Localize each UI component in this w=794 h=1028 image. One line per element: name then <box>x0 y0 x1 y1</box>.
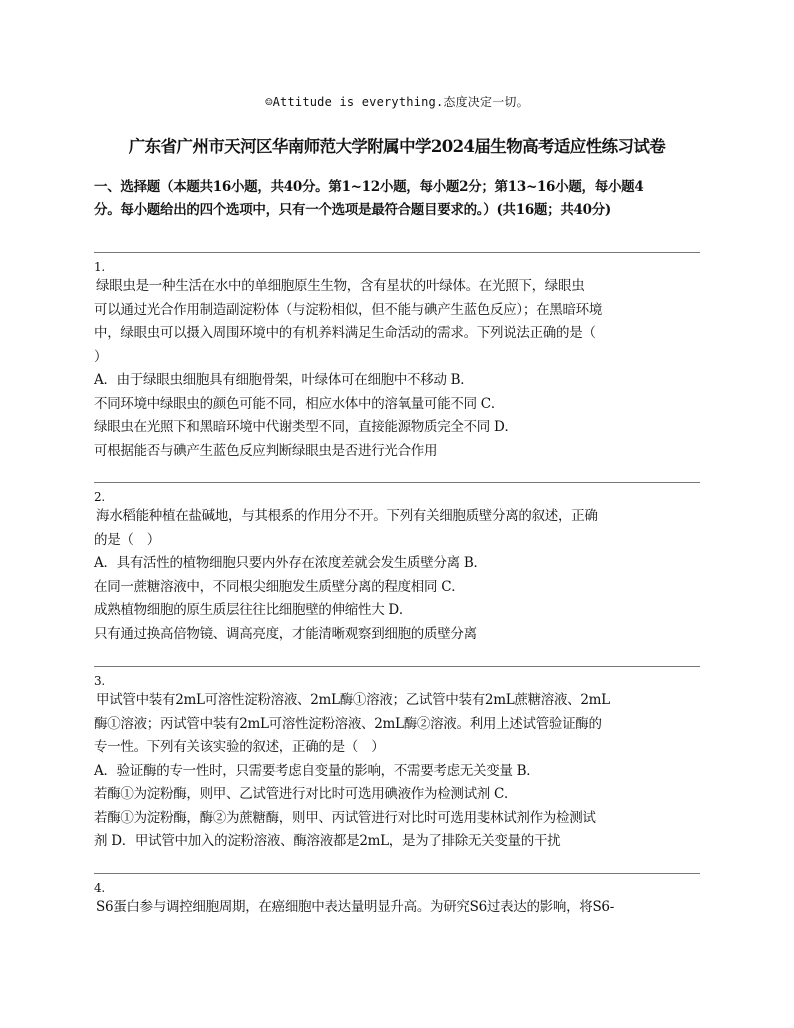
question-3 <box>94 673 706 854</box>
question-line: 可以通过光合作用制造副淀粉体（与淀粉相似，但不能与碘产生蓝色反应）；在黑暗环境 <box>94 301 603 318</box>
question-line: 的是（ ） <box>94 531 160 548</box>
question-divider <box>94 482 700 483</box>
question-divider <box>94 252 700 253</box>
section-heading-line: 一、选择题（本题共16小题，共40分。第1~12小题，每小题2分；第13~16小题，每小题4 <box>94 179 644 195</box>
question-number: 3. <box>94 674 105 688</box>
header-motto: ☺Attitude is everything.态度决定一切。 <box>265 95 529 109</box>
question-option: 只有通过换高倍物镜、调高亮度，才能清晰观察到细胞的质壁分离 <box>94 625 477 642</box>
question-option: A．具有活性的植物细胞只要内外存在浓度差就会发生质壁分离 B． <box>94 555 487 571</box>
question-line: 专一性。下列有关该实验的叙述，正确的是（ ） <box>94 739 385 755</box>
section-heading <box>94 176 704 222</box>
question-line: 海水稻能种植在盐碱地，与其根系的作用分不开。下列有关细胞质壁分离的叙述，正确 <box>96 508 598 524</box>
question-4 <box>94 880 706 920</box>
question-number: 4. <box>94 881 105 895</box>
question-option: A．验证酶的专一性时，只需要考虑自变量的影响，不需要考虑无关变量 B． <box>94 762 540 779</box>
question-line: ） <box>94 348 108 365</box>
question-option: 可根据能否与碘产生蓝色反应判断绿眼虫是否进行光合作用 <box>94 442 438 459</box>
question-option: 在同一蔗糖溶液中，不同根尖细胞发生质壁分离的程度相同 C． <box>94 578 465 595</box>
question-option: 绿眼虫在光照下和黑暗环境中代谢类型不同，直接能源物质完全不同 D． <box>94 419 518 435</box>
question-option: 若酶①为淀粉酶，则甲、乙试管进行对比时可选用碘液作为检测试剂 C． <box>94 786 518 802</box>
question-line: 绿眼虫是一种生活在水中的单细胞原生生物，含有星状的叶绿体。在光照下，绿眼虫 <box>96 278 585 294</box>
question-option: 成熟植物细胞的原生质层往往比细胞壁的伸缩性大 D． <box>94 602 413 618</box>
question-1 <box>94 259 706 463</box>
question-divider <box>94 873 700 874</box>
question-number: 2. <box>94 490 105 504</box>
question-divider <box>94 666 700 667</box>
question-option: 若酶①为淀粉酶，酶②为蔗糖酶，则甲、丙试管进行对比时可选用斐林试剂作为检测试 <box>94 809 596 826</box>
question-line: 中，绿眼虫可以摄入周围环境中的有机养料满足生命活动的需求。下列说法正确的是（ <box>94 325 596 341</box>
question-line: 甲试管中装有2mL可溶性淀粉溶液、2mL酶①溶液；乙试管中装有2mL蔗糖溶液、2mL <box>96 692 610 708</box>
question-option: A．由于绿眼虫细胞具有细胞骨架，叶绿体可在细胞中不移动 B． <box>94 372 474 388</box>
question-line: 酶①溶液；丙试管中装有2mL可溶性淀粉溶液、2mL酶②溶液。利用上述试管验证酶的 <box>94 715 602 732</box>
question-option: 不同环境中绿眼虫的颜色可能不同，相应水体中的溶氧量可能不同 C． <box>94 395 505 412</box>
question-number: 1. <box>94 260 105 274</box>
question-option: 剂 D．甲试管中加入的淀粉溶液、酶溶液都是2mL，是为了排除无关变量的干扰 <box>94 833 561 849</box>
page-title: 广东省广州市天河区华南师范大学附属中学2024届生物高考适应性练习试卷 <box>128 137 666 156</box>
section-heading-line: 分。每小题给出的四个选项中，只有一个选项是最符合题目要求的。）(共16题；共40分) <box>94 202 611 218</box>
question-2 <box>94 489 706 646</box>
question-line: S6蛋白参与调控细胞周期，在癌细胞中表达量明显升高。为研究S6过表达的影响，将S6- <box>96 899 614 915</box>
